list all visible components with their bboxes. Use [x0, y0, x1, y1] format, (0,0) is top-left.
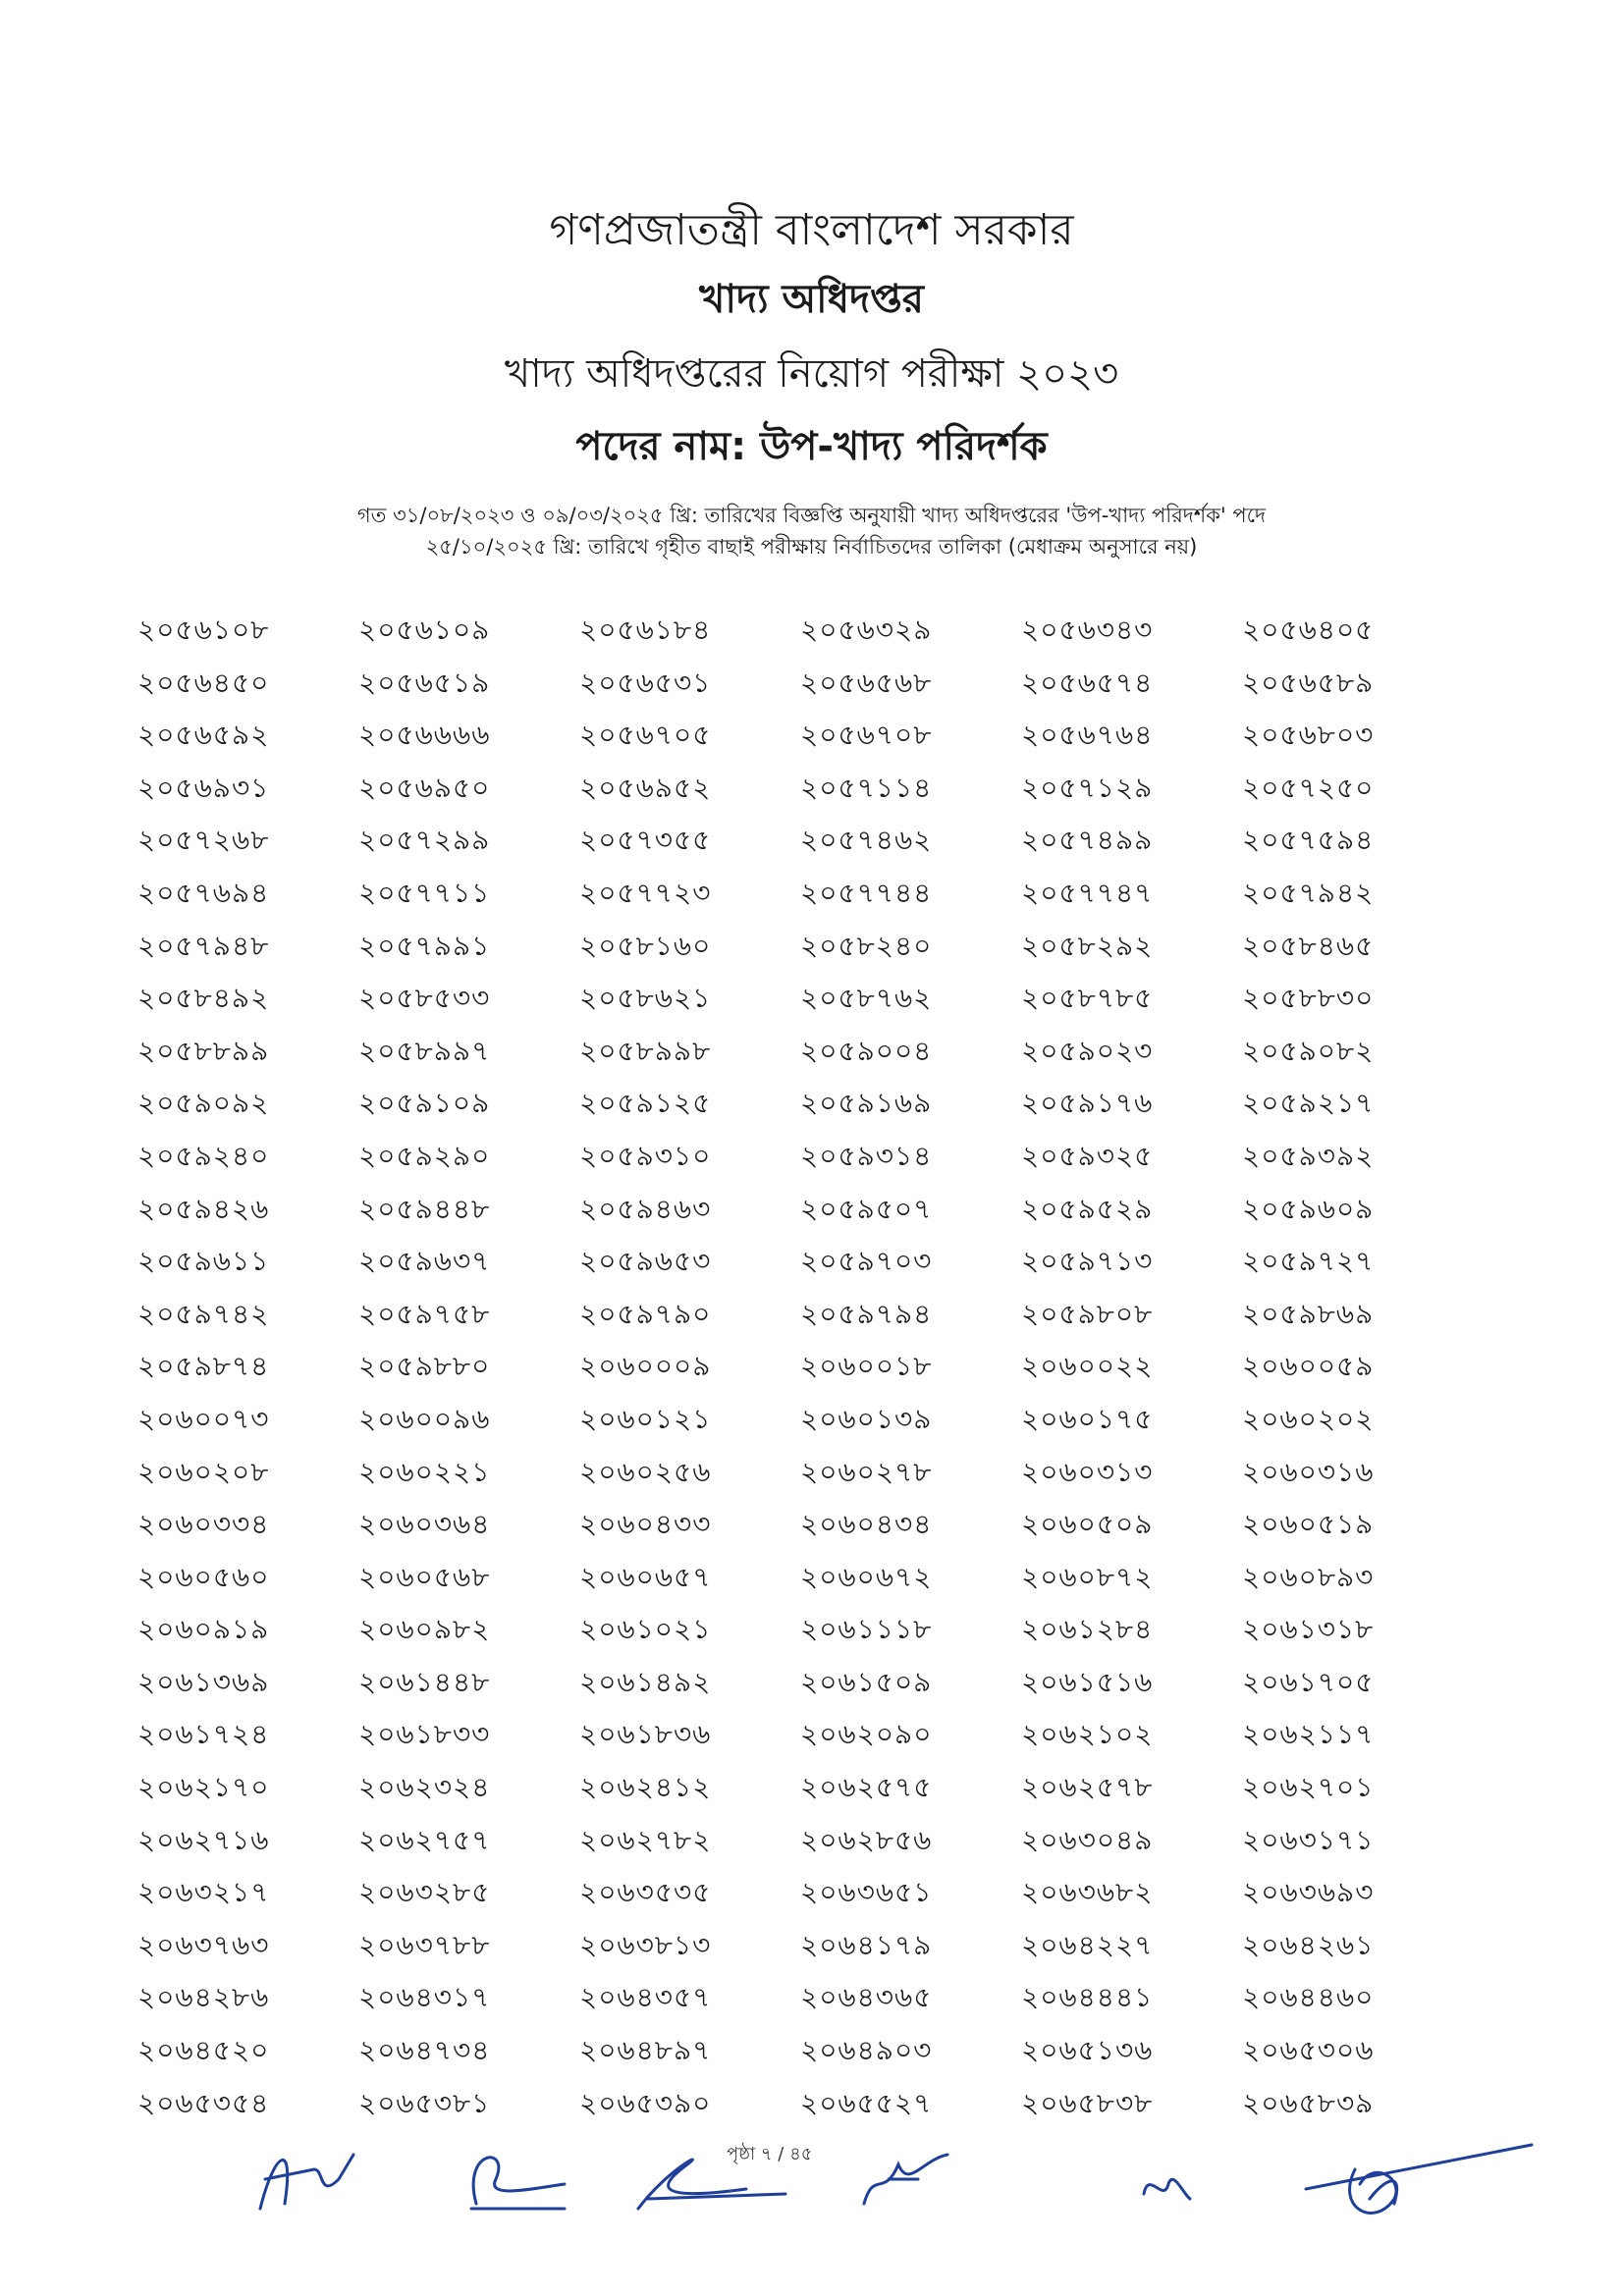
roll-number: ২০৫৮১৬০ — [579, 929, 712, 962]
signature-5 — [1144, 2179, 1190, 2199]
roll-number: ২০৫৯৪৬৩ — [579, 1192, 712, 1225]
roll-number: ২০৫৭২৫০ — [1242, 771, 1375, 804]
roll-number: ২০৬৫৩৯০ — [579, 2086, 712, 2119]
page-number: পৃষ্ঠা ৭ / ৪৫ — [727, 2144, 813, 2164]
roll-number: ২০৫৯১৬৯ — [800, 1087, 933, 1120]
roll-number: ২০৫৭৭১১ — [358, 876, 491, 909]
roll-number: ২০৫৯৭১৩ — [1021, 1245, 1154, 1278]
roll-number: ২০৫৯৭০৩ — [800, 1245, 933, 1278]
roll-number: ২০৫৬৭৬৪ — [1021, 719, 1154, 752]
roll-number: ২০৬১৪৪৮ — [358, 1665, 491, 1698]
roll-number: ২০৫৮৫৩৩ — [358, 982, 491, 1015]
roll-number: ২০৫৮৭৮৫ — [1021, 982, 1154, 1015]
roll-number: ২০৫৬১০৯ — [358, 614, 491, 646]
roll-number: ২০৬০৯১৯ — [137, 1613, 270, 1646]
roll-number: ২০৫৭২৬৮ — [137, 824, 270, 857]
roll-number: ২০৫৯১০৯ — [358, 1087, 491, 1120]
roll-number: ২০৫৮৪৬৫ — [1242, 929, 1375, 962]
roll-number: ২০৬২১১৭ — [1242, 1718, 1375, 1751]
roll-number: ২০৬০১৩৯ — [800, 1402, 933, 1435]
notice-line-1: গত ৩১/০৮/২০২৩ ও ০৯/০৩/২০২৫ খ্রি: তারিখের বিজ্ঞপ্তি অনুযায়ী খাদ্য অধিদপ্তরের 'উপ-খাদ্য পরিদর্শক' পদে — [356, 504, 1267, 527]
roll-number: ২০৬১৫০৯ — [800, 1665, 933, 1698]
roll-number: ২০৬০১২১ — [579, 1402, 712, 1435]
roll-number: ২০৫৯৮০৮ — [1021, 1297, 1154, 1330]
roll-number: ২০৫৬৫৩১ — [579, 666, 712, 699]
roll-number: ২০৬৫৫২৭ — [800, 2086, 933, 2119]
roll-number: ২০৫৯৮৮০ — [358, 1350, 491, 1383]
roll-number: ২০৬০৩১৬ — [1242, 1455, 1375, 1488]
roll-number: ২০৬৩৭৮৮ — [358, 1928, 491, 1961]
roll-number: ২০৫৬৫১৯ — [358, 666, 491, 699]
roll-number: ২০৬০০৯৬ — [358, 1402, 491, 1435]
roll-number: ২০৬৫১৩৬ — [1021, 2034, 1154, 2067]
roll-number: ২০৫৯৭৯০ — [579, 1297, 712, 1330]
roll-number: ২০৫৭৪৬২ — [800, 824, 933, 857]
roll-number: ২০৫৭৯৯১ — [358, 929, 491, 962]
roll-number: ২০৫৬৯৩১ — [137, 771, 270, 804]
roll-number: ২০৫৮২৪০ — [800, 929, 933, 962]
roll-number: ২০৫৭৫৯৪ — [1242, 824, 1375, 857]
roll-number: ২০৬০৬৫৭ — [579, 1560, 712, 1593]
roll-number: ২০৫৬৬৬৬ — [358, 719, 491, 752]
roll-number: ২০৬১১১৮ — [800, 1613, 933, 1646]
roll-number: ২০৫৯৫২৯ — [1021, 1192, 1154, 1225]
roll-number: ২০৬০৩৬৪ — [358, 1508, 491, 1541]
roll-number: ২০৬২৮৫৬ — [800, 1823, 933, 1856]
roll-number: ২০৫৯২৯০ — [358, 1139, 491, 1172]
roll-number: ২০৫৯২৪০ — [137, 1139, 270, 1172]
roll-number: ২০৫৮৯৯৮ — [579, 1034, 712, 1067]
roll-number: ২০৬০৬৭২ — [800, 1560, 933, 1593]
roll-number: ২০৫৮৯৯৭ — [358, 1034, 491, 1067]
roll-number: ২০৫৯৭৯৪ — [800, 1297, 933, 1330]
roll-number: ২০৬০২২১ — [358, 1455, 491, 1488]
roll-number: ২০৫৯০০৪ — [800, 1034, 933, 1067]
roll-number: ২০৬০৯৮২ — [358, 1613, 491, 1646]
roll-number: ২০৬৩২৮৫ — [358, 1876, 491, 1909]
roll-number: ২০৫৬৮০৩ — [1242, 719, 1375, 752]
roll-number: ২০৫৯১৭৬ — [1021, 1087, 1154, 1120]
roll-number: ২০৫৭৯৪৮ — [137, 929, 270, 962]
roll-number: ২০৫৬৯৫২ — [579, 771, 712, 804]
roll-number: ২০৫৭৭৪৪ — [800, 876, 933, 909]
roll-number: ২০৫৭৩৫৫ — [579, 824, 712, 857]
roll-number: ২০৫৯৮৭৪ — [137, 1350, 270, 1383]
roll-number: ২০৫৯৭৪২ — [137, 1297, 270, 1330]
roll-number: ২০৫৯৭২৭ — [1242, 1245, 1375, 1278]
roll-number: ২০৬০২০৮ — [137, 1455, 270, 1488]
roll-number: ২০৬৪৩৬৫ — [800, 1981, 933, 2014]
roll-number: ২০৫৮২৯২ — [1021, 929, 1154, 962]
roll-number: ২০৫৭২৯৯ — [358, 824, 491, 857]
roll-number: ২০৫৬১০৮ — [137, 614, 270, 646]
roll-number: ২০৬২৩২৪ — [358, 1771, 491, 1804]
roll-number: ২০৬২১০২ — [1021, 1718, 1154, 1751]
government-title: গণপ্রজাতন্ত্রী বাংলাদেশ সরকার — [549, 205, 1074, 255]
roll-number: ২০৬৫৩৫৪ — [137, 2086, 270, 2119]
roll-number: ২০৬২৭১৬ — [137, 1823, 270, 1856]
roll-number: ২০৫৭১১৪ — [800, 771, 933, 804]
roll-number: ২০৬৪৭৩৪ — [358, 2034, 491, 2067]
document-header — [0, 201, 1623, 562]
signatures — [0, 2110, 1623, 2248]
roll-number: ২০৫৬৭০৫ — [579, 719, 712, 752]
roll-number: ২০৬৫৮৩৯ — [1242, 2086, 1375, 2119]
roll-number: ২০৬৪২২৭ — [1021, 1928, 1154, 1961]
roll-number: ২০৬৫৩০৬ — [1242, 2034, 1375, 2067]
roll-number: ২০৫৭৯৪২ — [1242, 876, 1375, 909]
roll-number: ২০৬৪৮৯৭ — [579, 2034, 712, 2067]
roll-number: ২০৬০১৭৫ — [1021, 1402, 1154, 1435]
roll-number: ২০৬১৪৯২ — [579, 1665, 712, 1698]
roll-number: ২০৬৪২৮৬ — [137, 1981, 270, 2014]
roll-number: ২০৫৯৬৫৩ — [579, 1245, 712, 1278]
roll-number: ২০৬০৮৯৩ — [1242, 1560, 1375, 1593]
signature-2 — [471, 2158, 565, 2209]
roll-number: ২০৬১৮৩৩ — [358, 1718, 491, 1751]
roll-number: ২০৬২০৯০ — [800, 1718, 933, 1751]
roll-number: ২০৫৭১২৯ — [1021, 771, 1154, 804]
roll-number: ২০৫৬১৮৪ — [579, 614, 712, 646]
roll-number: ২০৬৩৬৯৩ — [1242, 1876, 1375, 1909]
roll-number: ২০৬৪৪৬০ — [1242, 1981, 1375, 2014]
roll-number: ২০৬০০০৯ — [579, 1350, 712, 1383]
roll-number: ২০৫৬৩৪৩ — [1021, 614, 1154, 646]
roll-number: ২০৬০৮৭২ — [1021, 1560, 1154, 1593]
roll-number: ২০৬০০২২ — [1021, 1350, 1154, 1383]
roll-number: ২০৫৮৪৯২ — [137, 982, 270, 1015]
roll-number: ২০৫৬৫৮৯ — [1242, 666, 1375, 699]
roll-number: ২০৬০২০২ — [1242, 1402, 1375, 1435]
roll-number: ২০৬০০৭৩ — [137, 1402, 270, 1435]
roll-number: ২০৬৪৯০৩ — [800, 2034, 933, 2067]
roll-number: ২০৫৬৫৯২ — [137, 719, 270, 752]
roll-number: ২০৫৮৮৯৯ — [137, 1034, 270, 1067]
signature-1 — [260, 2155, 353, 2209]
roll-number: ২০৬৪৩৫৭ — [579, 1981, 712, 2014]
roll-number: ২০৬৩৫৩৫ — [579, 1876, 712, 1909]
roll-number: ২০৬০৫১৯ — [1242, 1508, 1375, 1541]
roll-number: ২০৬০০১৮ — [800, 1350, 933, 1383]
roll-number: ২০৬৩৬৫১ — [800, 1876, 933, 1909]
roll-number: ২০৬১০২১ — [579, 1613, 712, 1646]
roll-number: ২০৫৯৮৬৯ — [1242, 1297, 1375, 1330]
roll-number: ২০৬১৩১৮ — [1242, 1613, 1375, 1646]
roll-number: ২০৬৩২১৭ — [137, 1876, 270, 1909]
roll-number: ২০৬০২৭৮ — [800, 1455, 933, 1488]
roll-number: ২০৬১৫১৬ — [1021, 1665, 1154, 1698]
signature-6 — [1306, 2145, 1532, 2213]
signature-4 — [864, 2155, 947, 2204]
roll-number: ২০৫৬৫৬৮ — [800, 666, 933, 699]
roll-number: ২০৫৭৬৯৪ — [137, 876, 270, 909]
roll-number: ২০৬০২৫৬ — [579, 1455, 712, 1488]
roll-number: ২০৬০৫৬৮ — [358, 1560, 491, 1593]
roll-number: ২০৫৭৭৪৭ — [1021, 876, 1154, 909]
roll-number: ২০৫৯৩২৫ — [1021, 1139, 1154, 1172]
post-title: পদের নাম: উপ-খাদ্য পরিদর্শক — [575, 424, 1048, 469]
roll-number: ২০৬৫৮৩৮ — [1021, 2086, 1154, 2119]
roll-number: ২০৫৯০২৩ — [1021, 1034, 1154, 1067]
roll-number: ২০৬৩৬৮২ — [1021, 1876, 1154, 1909]
roll-number: ২০৫৯৩১৪ — [800, 1139, 933, 1172]
roll-number: ২০৫৬৪০৫ — [1242, 614, 1375, 646]
roll-number: ২০৬৪৩১৭ — [358, 1981, 491, 2014]
roll-number: ২০৬২৪১২ — [579, 1771, 712, 1804]
roll-number: ২০৫৯৩৯২ — [1242, 1139, 1375, 1172]
roll-number: ২০৫৯৬০৯ — [1242, 1192, 1375, 1225]
roll-number: ২০৫৯৬১১ — [137, 1245, 270, 1278]
roll-number: ২০৬৪৪৪১ — [1021, 1981, 1154, 2014]
roll-number: ২০৫৯১২৫ — [579, 1087, 712, 1120]
roll-number: ২০৬২৭৮২ — [579, 1823, 712, 1856]
roll-number: ২০৬৪১৭৯ — [800, 1928, 933, 1961]
roll-number: ২০৬০৩৩৪ — [137, 1508, 270, 1541]
roll-number: ২০৫৭৪৯৯ — [1021, 824, 1154, 857]
roll-number: ২০৬৩৮১৩ — [579, 1928, 712, 1961]
roll-number: ২০৫৯০৯২ — [137, 1087, 270, 1120]
roll-number: ২০৫৯৪৪৮ — [358, 1192, 491, 1225]
roll-number: ২০৫৮৭৬২ — [800, 982, 933, 1015]
roll-number: ২০৫৬৫৭৪ — [1021, 666, 1154, 699]
roll-number: ২০৫৬৯৫০ — [358, 771, 491, 804]
roll-number: ২০৬২৭০১ — [1242, 1771, 1375, 1804]
roll-number: ২০৫৮৬২১ — [579, 982, 712, 1015]
roll-number: ২০৬২৭৫৭ — [358, 1823, 491, 1856]
roll-number: ২০৫৮৮৩০ — [1242, 982, 1375, 1015]
roll-number: ২০৬৩১৭১ — [1242, 1823, 1375, 1856]
roll-number: ২০৫৯৭৫৮ — [358, 1297, 491, 1330]
notice-line-2: ২৫/১০/২০২৫ খ্রি: তারিখে গৃহীত বাছাই পরীক্ষায় নির্বাচিতদের তালিকা (মেধাক্রম অনুসারে নয়) — [425, 535, 1198, 559]
roll-number: ২০৫৯৩১০ — [579, 1139, 712, 1172]
roll-number: ২০৫৬৭০৮ — [800, 719, 933, 752]
roll-number: ২০৬৪২৬১ — [1242, 1928, 1375, 1961]
roll-number: ২০৬১৮৩৬ — [579, 1718, 712, 1751]
roll-number: ২০৬১২৮৪ — [1021, 1613, 1154, 1646]
roll-number: ২০৫৬৩২৯ — [800, 614, 933, 646]
roll-number: ২০৬৩০৪৯ — [1021, 1823, 1154, 1856]
roll-number: ২০৬০৪৩৩ — [579, 1508, 712, 1541]
roll-number: ২০৫৭৭২৩ — [579, 876, 712, 909]
roll-number: ২০৬২১৭০ — [137, 1771, 270, 1804]
roll-number: ২০৬১৭২৪ — [137, 1718, 270, 1751]
roll-number: ২০৬২৫৭৫ — [800, 1771, 933, 1804]
roll-number: ২০৬৫৩৮১ — [358, 2086, 491, 2119]
roll-number: ২০৬২৫৭৮ — [1021, 1771, 1154, 1804]
roll-number: ২০৫৯০৮২ — [1242, 1034, 1375, 1067]
roll-number: ২০৬০০৫৯ — [1242, 1350, 1375, 1383]
roll-number: ২০৫৯৬৩৭ — [358, 1245, 491, 1278]
roll-number: ২০৬০৩১৩ — [1021, 1455, 1154, 1488]
roll-number: ২০৫৯২১৭ — [1242, 1087, 1375, 1120]
roll-number: ২০৬০৫৬০ — [137, 1560, 270, 1593]
department-title: খাদ্য অধিদপ্তর — [699, 277, 924, 322]
roll-number: ২০৬১৩৬৯ — [137, 1665, 270, 1698]
roll-number: ২০৬১৭০৫ — [1242, 1665, 1375, 1698]
roll-number: ২০৫৬৪৫০ — [137, 666, 270, 699]
roll-number: ২০৬০৫০৯ — [1021, 1508, 1154, 1541]
roll-number: ২০৫৯৫০৭ — [800, 1192, 933, 1225]
roll-number-grid — [137, 604, 1463, 2129]
roll-number: ২০৫৯৪২৬ — [137, 1192, 270, 1225]
roll-number: ২০৬০৪৩৪ — [800, 1508, 933, 1541]
roll-number: ২০৬৪৫২০ — [137, 2034, 270, 2067]
roll-number: ২০৬৩৭৬৩ — [137, 1928, 270, 1961]
exam-title: খাদ্য অধিদপ্তরের নিয়োগ পরীক্ষা ২০২৩ — [504, 351, 1119, 397]
